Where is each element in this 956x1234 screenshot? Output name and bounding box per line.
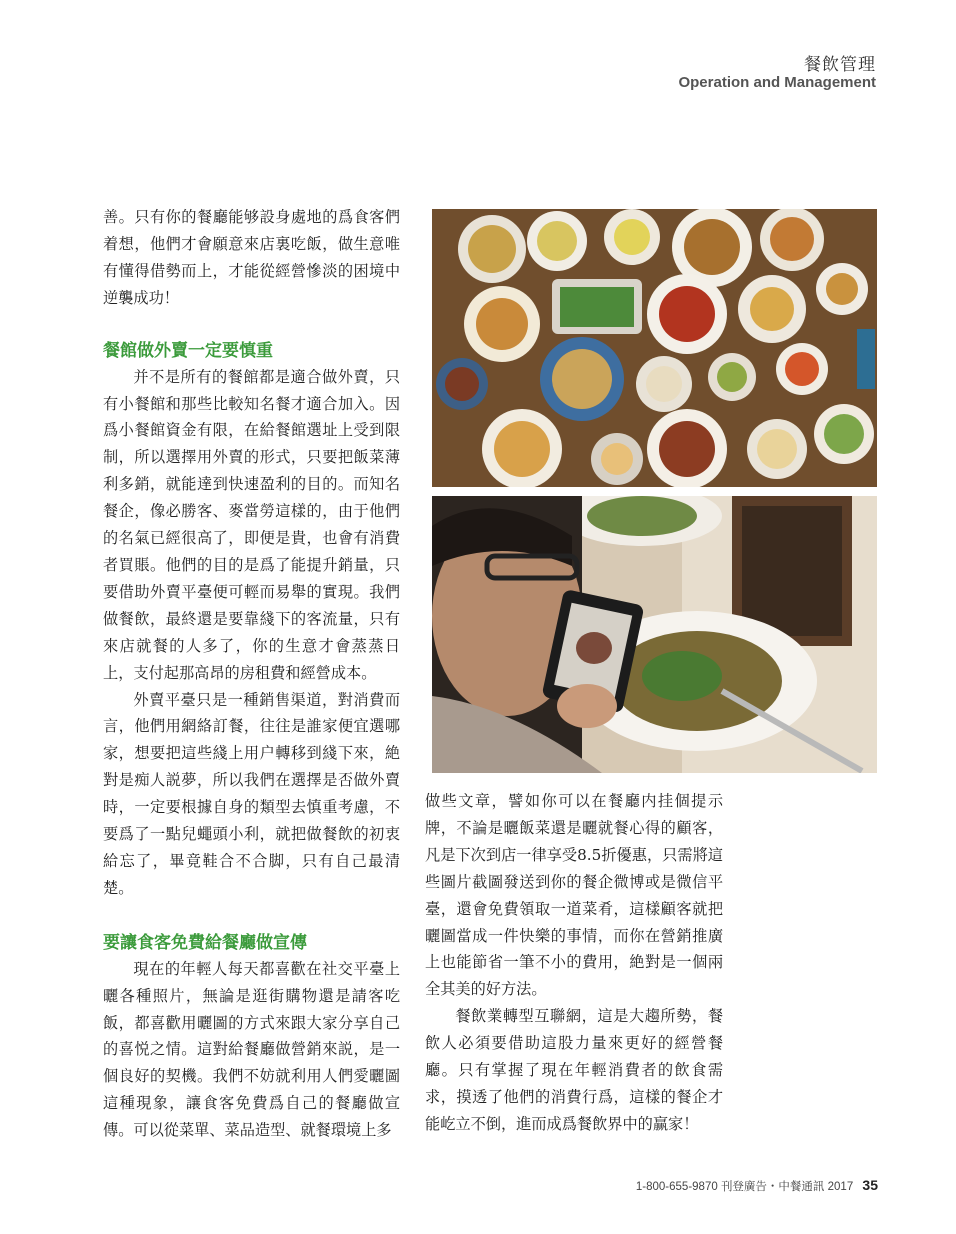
intro-paragraph: 善。只有你的餐廳能够設身處地的爲食客們着想，他們才會願意來店裏吃飯，做生意唯有懂得借勢而上，才能從經營慘淡的困境中逆襲成功！ [103,208,400,307]
phone-photo-of-food [432,496,877,773]
takeout-paragraph-2: 外賣平臺只是一種銷售渠道，對消費而言，他們用網絡訂餐，往往是誰家便宜選哪家，想要把這些綫上用户轉移到綫下來，絶對是痴人説夢，所以我們在選擇是否做外賣時，一定要根據自身的類型去慎重考慮，不要爲了一點兒蠅頭小利，就把做餐飲的初衷給忘了，畢竟鞋合不合脚，只有自己最清楚。 [103,690,400,897]
right-column [425,788,723,1138]
conclusion-paragraph: 餐飲業轉型互聯網，這是大趨所勢，餐飲人必須要借助這股力量來更好的經營餐廳。只有掌握了現在年輕消費者的飲食需求，摸透了他們的消費行爲，這樣的餐企才能屹立不倒，進而成爲餐飲界中的赢家！ [425,1007,723,1133]
header-title: 餐飲管理 [804,55,876,75]
footer-phone: 1-800-655-9870 [635,1181,718,1193]
food-table-illustration [432,209,877,487]
food-table-photo [432,209,877,487]
promotion-paragraph-continued: 做些文章，譬如你可以在餐廳内挂個提示牌，不論是曬飯菜還是曬就餐心得的顧客，凡是下次到店一律享受8.5折優惠，只需將這些圖片截圖發送到你的餐企微博或是微信平臺，還會免費領取一道菜肴，這樣顧客就把曬圖當成一件快樂的事情，而你在營銷推廣上也能節省一筆不小的費用，絶對是一個兩全其美的好方法。 [425,792,723,999]
footer-text: 刊登廣告・中餐通訊 2017 [720,1181,854,1193]
section-heading-promotion: 要讓食客免費給餐廳做宣傳 [103,932,307,953]
header-subtitle: Operation and Management [678,74,876,91]
footer [636,1177,878,1194]
left-column [103,204,400,1144]
section-heading-takeout: 餐館做外賣一定要慎重 [103,340,273,361]
takeout-paragraph-1: 并不是所有的餐館都是適合做外賣，只有小餐館和那些比較知名餐才適合加入。因爲小餐館資金有限，在給餐館選址上受到限制，所以選擇用外賣的形式，只要把飯菜薄利多銷，就能達到快速盈利的目的。而知名餐企，像必勝客、麥當勞這樣的，由于他們的名氣已經很高了，即便是貴，也會有消費者買賬。他們的目的是爲了能提升銷量，只要借助外賣平臺便可輕而易舉的實現。我們做餐飲，最終還是要靠綫下的客流量，只有來店就餐的人多了，你的生意才會蒸蒸日上，支付起那高昂的房租費和經營成本。 [103,367,400,682]
phone-photo-illustration [432,496,877,773]
page-number: 35 [862,1177,878,1193]
promotion-paragraph-1: 現在的年輕人每天都喜歡在社交平臺上曬各種照片，無論是逛街購物還是請客吃飯，都喜歡用曬圖的方式來跟大家分享自己的喜悦之情。這對給餐廳做營銷來説，是一個良好的契機。我們不妨就利用人們愛曬圖這種現象，讓食客免費爲自己的餐廳做宣傳。可以從菜單、菜品造型、就餐環境上多 [103,959,400,1140]
